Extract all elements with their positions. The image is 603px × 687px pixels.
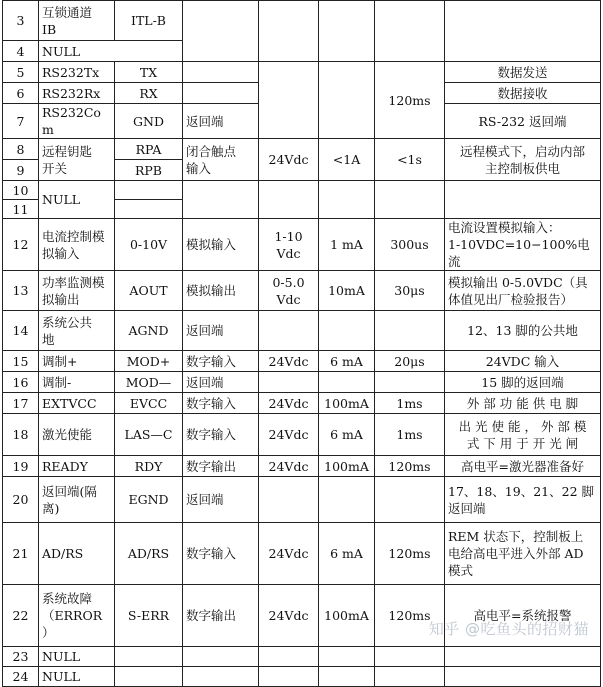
pin-number: 9 bbox=[3, 160, 39, 181]
signal-type: 模拟输入 bbox=[183, 219, 259, 271]
signal-type: 模拟输出 bbox=[183, 271, 259, 311]
table-row bbox=[3, 139, 601, 160]
signal-code: LAS—C bbox=[115, 414, 183, 456]
signal-type: 数字输入 bbox=[183, 414, 259, 456]
watermark-text: 知乎 @吃鱼头的招财猫 bbox=[428, 620, 589, 638]
pin-definition-table bbox=[2, 0, 601, 687]
signal-current: 100mA bbox=[319, 393, 375, 414]
signal-name: AD/RS bbox=[39, 523, 115, 585]
signal-type bbox=[183, 83, 259, 104]
signal-code: MOD+ bbox=[115, 351, 183, 372]
signal-code: RDY bbox=[115, 456, 183, 477]
signal-time bbox=[375, 1, 445, 62]
pin-number: 7 bbox=[3, 104, 39, 139]
pin-number: 15 bbox=[3, 351, 39, 372]
signal-voltage bbox=[259, 1, 319, 62]
pin-number: 17 bbox=[3, 393, 39, 414]
signal-type: 闭合触点 输入 bbox=[183, 139, 259, 181]
signal-type bbox=[183, 1, 259, 62]
signal-current: 10mA bbox=[319, 271, 375, 311]
table-row bbox=[3, 62, 601, 83]
signal-type: 返回端 bbox=[183, 477, 259, 523]
signal-voltage: 24Vdc bbox=[259, 414, 319, 456]
pin-number: 22 bbox=[3, 585, 39, 647]
signal-voltage: 24Vdc bbox=[259, 523, 319, 585]
signal-voltage: 24Vdc bbox=[259, 351, 319, 372]
signal-note bbox=[445, 181, 601, 219]
signal-voltage: 1-10 Vdc bbox=[259, 219, 319, 271]
signal-note: 数据接收 bbox=[445, 83, 601, 104]
signal-name: 功率监测模 拟输出 bbox=[39, 271, 115, 311]
signal-name: 电流控制模 拟输入 bbox=[39, 219, 115, 271]
pin-number: 23 bbox=[3, 647, 39, 667]
signal-current: 6 mA bbox=[319, 523, 375, 585]
pin-number: 16 bbox=[3, 372, 39, 393]
table-row bbox=[3, 1, 601, 41]
signal-note: REM 状态下，控制板上 电给高电平进入外部 AD 模式 bbox=[445, 523, 601, 585]
signal-name: 远程钥匙 开关 bbox=[39, 139, 115, 181]
signal-name: RS232Tx bbox=[39, 62, 115, 83]
signal-time bbox=[375, 372, 445, 393]
pin-number: 13 bbox=[3, 271, 39, 311]
table-row bbox=[3, 351, 601, 372]
signal-voltage: 24Vdc bbox=[259, 456, 319, 477]
table-row bbox=[3, 372, 601, 393]
signal-time bbox=[375, 667, 445, 687]
signal-code: 0-10V bbox=[115, 219, 183, 271]
signal-code: MOD— bbox=[115, 372, 183, 393]
table-row bbox=[3, 456, 601, 477]
signal-note: 外 部 功 能 供 电 脚 bbox=[445, 393, 601, 414]
signal-current: 6 mA bbox=[319, 414, 375, 456]
table-row bbox=[3, 311, 601, 351]
signal-note: 远程模式下，启动内部 主控制板供电 bbox=[445, 139, 601, 181]
pin-number: 6 bbox=[3, 83, 39, 104]
pin-number: 4 bbox=[3, 41, 39, 62]
signal-note: 出 光 使 能 ， 外 部 模 式 下 用 于 开 光 闸 bbox=[445, 414, 601, 456]
signal-name: 调制- bbox=[39, 372, 115, 393]
signal-type bbox=[183, 181, 259, 219]
signal-time: 1ms bbox=[375, 414, 445, 456]
signal-code: EGND bbox=[115, 477, 183, 523]
signal-name: 返回端(隔 离) bbox=[39, 477, 115, 523]
signal-time: 120ms bbox=[375, 62, 445, 139]
table-row bbox=[3, 667, 601, 687]
signal-name: EXTVCC bbox=[39, 393, 115, 414]
signal-voltage: 24Vdc bbox=[259, 393, 319, 414]
signal-voltage bbox=[259, 647, 319, 667]
signal-note bbox=[445, 647, 601, 667]
signal-note bbox=[445, 1, 601, 62]
pin-number: 8 bbox=[3, 139, 39, 160]
signal-current bbox=[319, 372, 375, 393]
signal-current: 100mA bbox=[319, 585, 375, 647]
signal-voltage bbox=[259, 372, 319, 393]
signal-time: 120ms bbox=[375, 523, 445, 585]
signal-note: 模拟输出 0-5.0VDC（具 体值见出厂检验报告） bbox=[445, 271, 601, 311]
signal-code: AGND bbox=[115, 311, 183, 351]
signal-type: 数字输出 bbox=[183, 585, 259, 647]
signal-time: 20μs bbox=[375, 351, 445, 372]
signal-name: 调制+ bbox=[39, 351, 115, 372]
signal-type: 数字输入 bbox=[183, 393, 259, 414]
signal-type bbox=[183, 647, 259, 667]
signal-code bbox=[115, 647, 183, 667]
signal-type: 返回端 bbox=[183, 372, 259, 393]
signal-note: 17、18、19、21、22 脚 返回端 bbox=[445, 477, 601, 523]
signal-note: 高电平=系统报警 bbox=[445, 585, 601, 647]
signal-type: 返回端 bbox=[183, 311, 259, 351]
signal-note: 24VDC 输入 bbox=[445, 351, 601, 372]
signal-name: RS232Rx bbox=[39, 83, 115, 104]
signal-name: NULL bbox=[39, 667, 115, 687]
signal-code: TX bbox=[115, 62, 183, 83]
signal-name: 系统公共 地 bbox=[39, 311, 115, 351]
signal-note: 15 脚的返回端 bbox=[445, 372, 601, 393]
signal-name: NULL bbox=[39, 647, 115, 667]
signal-current bbox=[319, 1, 375, 62]
signal-current bbox=[319, 667, 375, 687]
pin-number: 10 bbox=[3, 181, 39, 200]
signal-time bbox=[375, 181, 445, 219]
signal-voltage: 24Vdc bbox=[259, 139, 319, 181]
signal-code: EVCC bbox=[115, 393, 183, 414]
signal-name: READY bbox=[39, 456, 115, 477]
signal-type: 返回端 bbox=[183, 104, 259, 139]
pin-number: 18 bbox=[3, 414, 39, 456]
pin-number: 3 bbox=[3, 1, 39, 41]
signal-note bbox=[445, 667, 601, 687]
pin-number: 5 bbox=[3, 62, 39, 83]
pin-number: 24 bbox=[3, 667, 39, 687]
signal-voltage bbox=[259, 477, 319, 523]
table-row bbox=[3, 414, 601, 456]
signal-time: <1s bbox=[375, 139, 445, 181]
signal-voltage bbox=[259, 667, 319, 687]
pin-number: 19 bbox=[3, 456, 39, 477]
signal-name: 激光使能 bbox=[39, 414, 115, 456]
signal-note: 12、13 脚的公共地 bbox=[445, 311, 601, 351]
pin-number: 11 bbox=[3, 200, 39, 219]
signal-type: 数字输入 bbox=[183, 351, 259, 372]
signal-time: 120ms bbox=[375, 456, 445, 477]
signal-type bbox=[183, 667, 259, 687]
signal-voltage bbox=[259, 62, 319, 139]
signal-voltage bbox=[259, 311, 319, 351]
signal-time: 1ms bbox=[375, 393, 445, 414]
signal-voltage bbox=[259, 181, 319, 219]
signal-type: 数字输出 bbox=[183, 456, 259, 477]
signal-note: RS-232 返回端 bbox=[445, 104, 601, 139]
signal-name: 互锁通道 IB bbox=[39, 1, 115, 41]
signal-voltage: 24Vdc bbox=[259, 585, 319, 647]
signal-type bbox=[183, 62, 259, 83]
signal-current bbox=[319, 477, 375, 523]
signal-code bbox=[115, 181, 183, 200]
signal-note: 高电平=激光器准备好 bbox=[445, 456, 601, 477]
signal-current: 100mA bbox=[319, 456, 375, 477]
pin-number: 20 bbox=[3, 477, 39, 523]
pin-number: 21 bbox=[3, 523, 39, 585]
table-row bbox=[3, 271, 601, 311]
table-row bbox=[3, 393, 601, 414]
signal-current bbox=[319, 647, 375, 667]
signal-code bbox=[115, 200, 183, 219]
signal-current bbox=[319, 181, 375, 219]
table-row bbox=[3, 647, 601, 667]
signal-code: GND bbox=[115, 104, 183, 139]
signal-code: AOUT bbox=[115, 271, 183, 311]
signal-name: RS232Com bbox=[39, 104, 115, 139]
signal-note: 电流设置模拟输入： 1-10VDC=10−100%电流 bbox=[445, 219, 601, 271]
signal-type: 数字输入 bbox=[183, 523, 259, 585]
signal-current: 6 mA bbox=[319, 351, 375, 372]
table-row bbox=[3, 219, 601, 271]
signal-code: ITL-B bbox=[115, 1, 183, 41]
signal-time: 300us bbox=[375, 219, 445, 271]
signal-current: <1A bbox=[319, 139, 375, 181]
table-row bbox=[3, 181, 601, 200]
pin-number: 14 bbox=[3, 311, 39, 351]
signal-time bbox=[375, 311, 445, 351]
signal-current bbox=[319, 62, 375, 139]
signal-current bbox=[319, 311, 375, 351]
signal-code: RX bbox=[115, 83, 183, 104]
signal-name: NULL bbox=[39, 41, 183, 62]
signal-note: 数据发送 bbox=[445, 62, 601, 83]
signal-voltage: 0-5.0 Vdc bbox=[259, 271, 319, 311]
signal-name: NULL bbox=[39, 181, 115, 219]
signal-code bbox=[115, 667, 183, 687]
table-row bbox=[3, 523, 601, 585]
signal-code: AD/RS bbox=[115, 523, 183, 585]
signal-code: RPB bbox=[115, 160, 183, 181]
signal-time: 30μs bbox=[375, 271, 445, 311]
pin-number: 12 bbox=[3, 219, 39, 271]
signal-code: RPA bbox=[115, 139, 183, 160]
signal-time: 120ms bbox=[375, 585, 445, 647]
signal-current: 1 mA bbox=[319, 219, 375, 271]
signal-time bbox=[375, 647, 445, 667]
signal-name: 系统故障 （ERROR ） bbox=[39, 585, 115, 647]
table-row bbox=[3, 477, 601, 523]
signal-code: S-ERR bbox=[115, 585, 183, 647]
signal-time bbox=[375, 477, 445, 523]
